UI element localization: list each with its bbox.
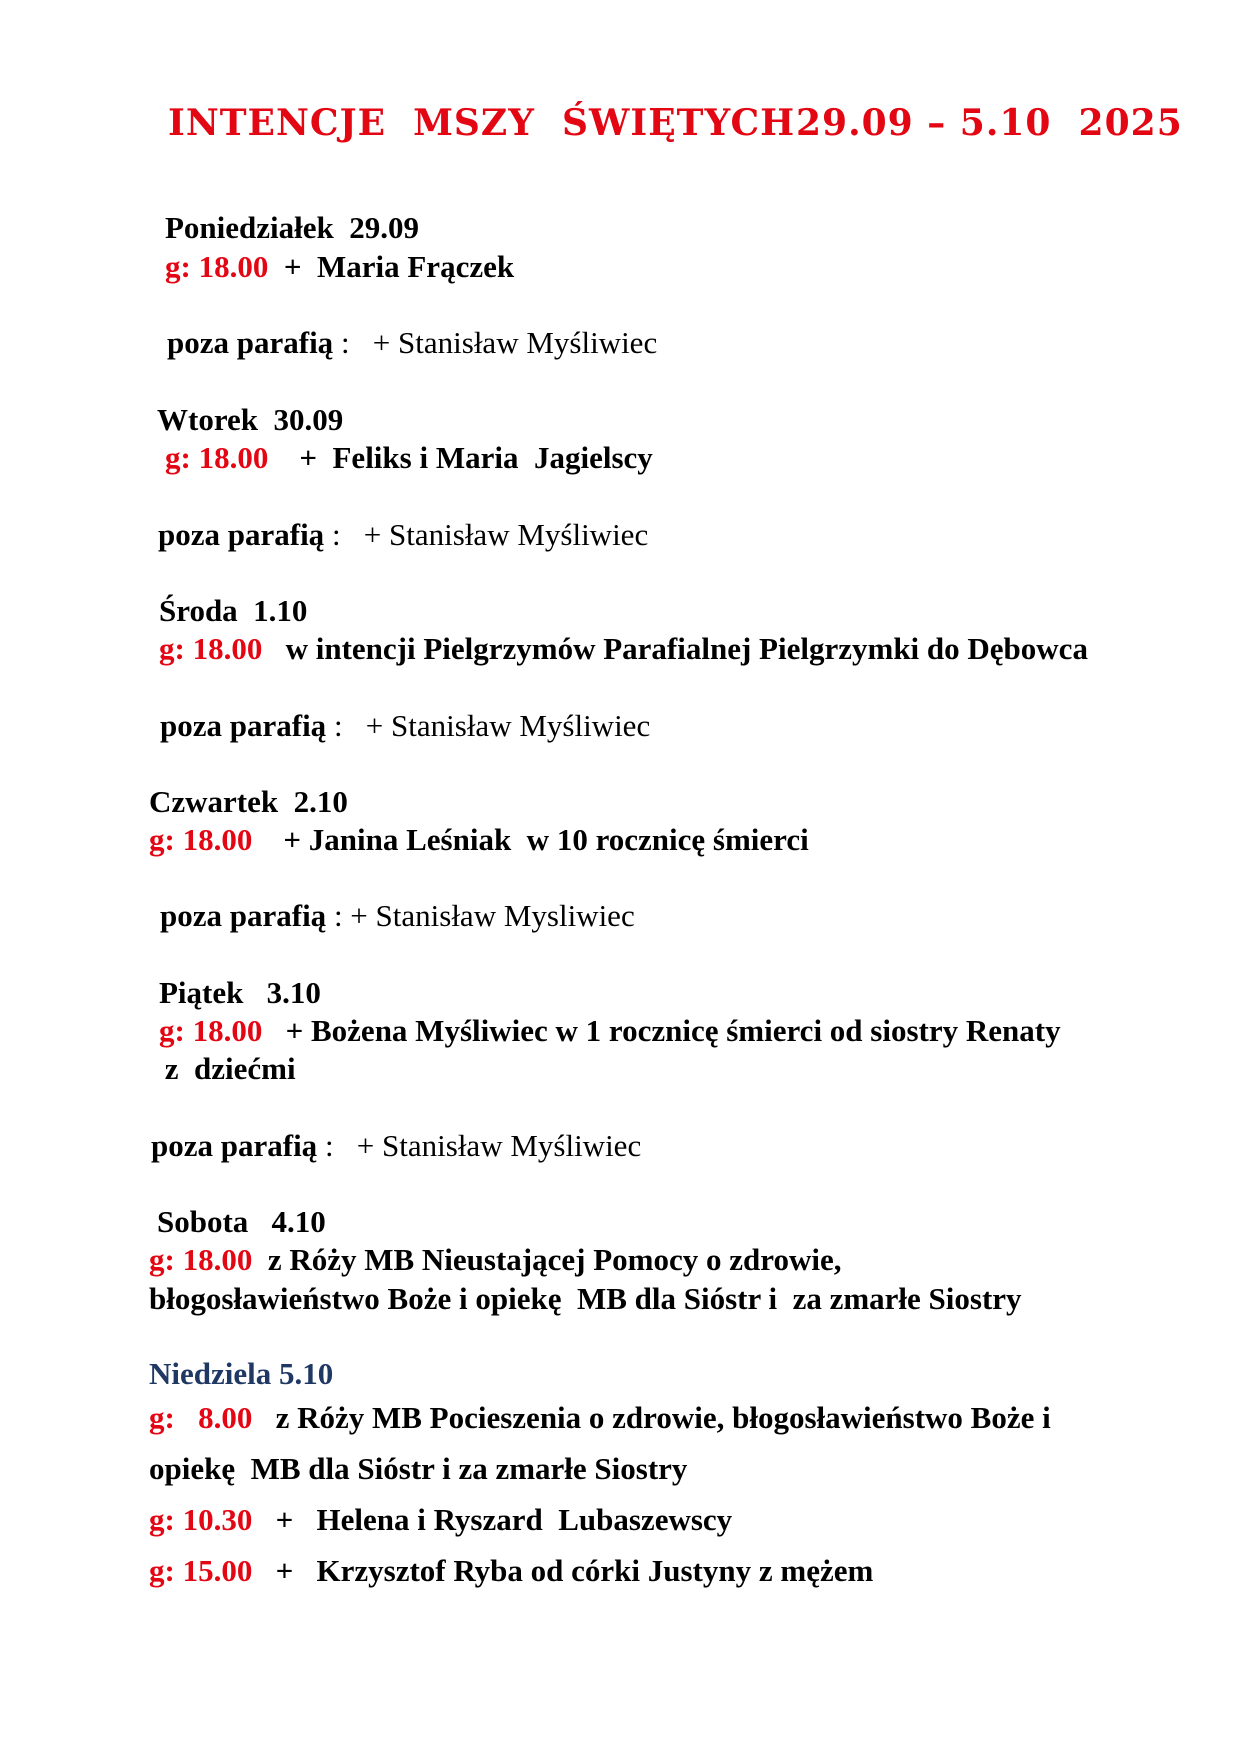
- mass-intention: w intencji Pielgrzymów Parafialnej Pielgrzymki do Dębowca: [262, 631, 1088, 666]
- mass-line: [149, 1504, 732, 1535]
- outside-parish-line: [158, 519, 648, 550]
- outside-parish-intention: : + Stanisław Myśliwiec: [326, 708, 651, 743]
- day-heading: Czwartek 2.10: [149, 784, 348, 819]
- mass-line: [159, 1015, 1061, 1046]
- mass-time: g: 18.00: [159, 631, 263, 666]
- day-heading: Wtorek 30.09: [157, 402, 344, 437]
- mass-intention: + Feliks i Maria Jagielscy: [268, 440, 653, 475]
- mass-intention: + Krzysztof Ryba od córki Justyny z mężem: [252, 1553, 874, 1588]
- outside-parish-line: [160, 900, 635, 931]
- day-heading: Niedziela 5.10: [149, 1356, 334, 1391]
- mass-time: g: 15.00: [149, 1553, 253, 1588]
- mass-intention: z Róży MB Pocieszenia o zdrowie, błogosławieństwo Boże i: [252, 1400, 1051, 1435]
- mass-line: [165, 251, 514, 282]
- outside-parish-intention: : + Stanisław Myśliwiec: [324, 517, 649, 552]
- outside-parish-label: poza parafią: [167, 325, 334, 360]
- mass-time: g: 18.00: [165, 440, 269, 475]
- outside-parish-label: poza parafią: [158, 517, 325, 552]
- mass-time: g: 18.00: [149, 1242, 253, 1277]
- mass-line: [149, 1402, 1051, 1433]
- title-text: INTENCJE MSZY ŚWIĘTYCH: [168, 102, 796, 144]
- mass-intention-continued: opiekę MB dla Sióstr i za zmarłe Siostry: [149, 1451, 688, 1486]
- mass-time: g: 10.30: [149, 1502, 253, 1537]
- mass-intention: + Maria Frączek: [268, 249, 515, 284]
- outside-parish-label: poza parafią: [160, 898, 327, 933]
- mass-intention-continued: z dziećmi: [157, 1051, 296, 1086]
- title-dates: 29.09 – 5.10 2025: [796, 102, 1183, 144]
- outside-parish-label: poza parafią: [151, 1128, 318, 1163]
- mass-intention: z Róży MB Nieustającej Pomocy o zdrowie,: [252, 1242, 842, 1277]
- mass-line: [165, 442, 653, 473]
- mass-time: g: 18.00: [165, 249, 269, 284]
- mass-intention: + Helena i Ryszard Lubaszewscy: [252, 1502, 733, 1537]
- outside-parish-line: [167, 327, 657, 358]
- day-heading: Piątek 3.10: [159, 975, 321, 1010]
- outside-parish-intention: : + Stanisław Mysliwiec: [326, 898, 635, 933]
- day-heading: Sobota 4.10: [157, 1204, 326, 1239]
- outside-parish-intention: : + Stanisław Myśliwiec: [317, 1128, 642, 1163]
- outside-parish-label: poza parafią: [160, 708, 327, 743]
- mass-line: [149, 1555, 873, 1586]
- outside-parish-line: [151, 1130, 641, 1161]
- mass-intention: + Janina Leśniak w 10 rocznicę śmierci: [252, 822, 809, 857]
- day-heading: Poniedziałek 29.09: [165, 210, 420, 245]
- mass-line: [149, 824, 809, 855]
- outside-parish-line: [160, 710, 650, 741]
- mass-time: g: 8.00: [149, 1400, 253, 1435]
- mass-time: g: 18.00: [159, 1013, 263, 1048]
- mass-intention-continued: błogosławieństwo Boże i opiekę MB dla Sióstr i za zmarłe Siostry: [149, 1281, 1022, 1316]
- mass-line: [159, 633, 1088, 664]
- mass-intention: + Bożena Myśliwiec w 1 rocznicę śmierci od siostry Renaty: [262, 1013, 1061, 1048]
- outside-parish-intention: : + Stanisław Myśliwiec: [333, 325, 658, 360]
- day-heading: Środa 1.10: [159, 593, 308, 628]
- mass-line: [149, 1244, 841, 1275]
- mass-time: g: 18.00: [149, 822, 253, 857]
